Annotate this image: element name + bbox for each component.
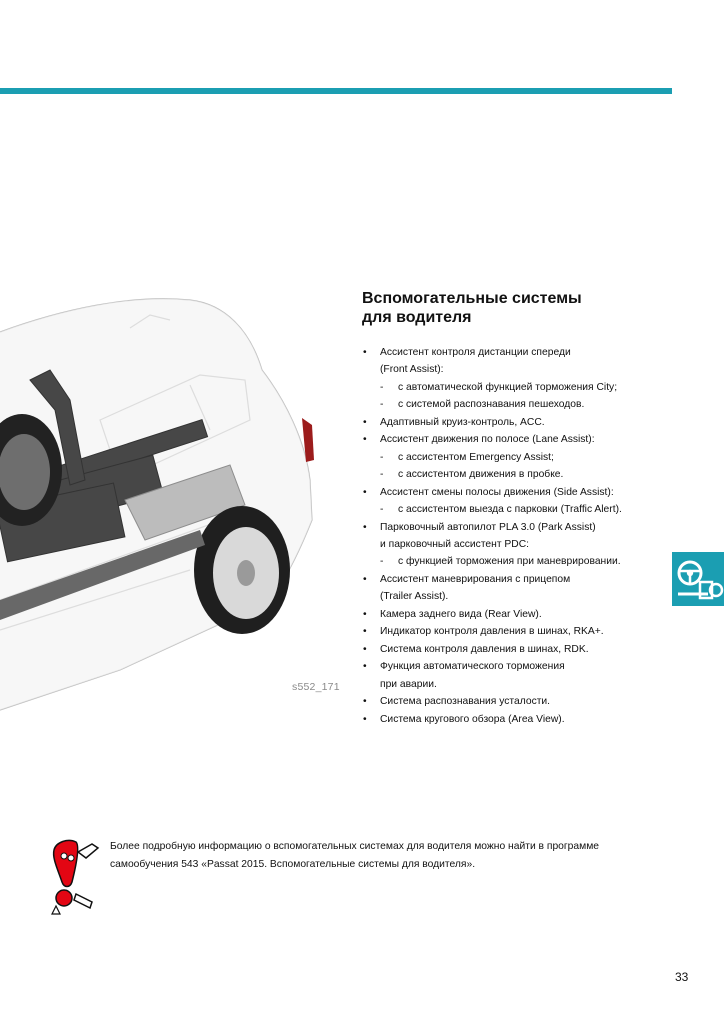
page-number: 33 [675,970,689,984]
list-item [362,641,662,658]
sub-list-item: - с ассистентом движения в пробке. [362,466,662,483]
note-text [110,838,670,874]
sub-list-item: - с ассистентом Emergency Assist; [362,449,662,466]
list-item-line: • Камера заднего вида (Rear View). [380,608,542,620]
list-item-line: • Индикатор контроля давления в шинах, RKA+. [380,626,604,638]
section-title-line-2: для водителя [362,309,472,326]
figure-code: s552_171 [292,681,340,693]
list-item [362,519,662,554]
sub-list-item: - с функцией торможения при маневрировании. [362,553,662,570]
list-item-line: • Система кругового обзора (Area View). [380,713,565,725]
list-item-line: • Система контроля давления в шинах, RDK. [380,643,589,655]
list-item-line: • Система распознавания усталости. [380,696,551,708]
list-item-line: • Ассистент движения по полосе (Lane Assist): [380,434,595,446]
list-item [362,484,662,501]
list-item [362,344,662,379]
vehicle-cutaway-illustration [0,270,345,750]
exclamation-mascot-icon [46,836,104,916]
list-item-line: (Front Assist): [380,364,444,376]
section-title-line-1: Вспомогательные системы [362,290,582,307]
list-item [362,658,662,693]
top-accent-rule [0,88,672,94]
note-line: самообучения 543 «Passat 2015. Вспомогательные системы для водителя». [110,859,476,870]
driver-steering-wheel-icon [672,552,724,606]
list-item-line: (Trailer Assist). [380,591,449,603]
list-item-line: и парковочный ассистент PDC: [380,538,530,550]
list-item-line: • Ассистент маневрирования с прицепом [380,573,571,585]
list-item [362,623,662,640]
list-item [362,606,662,623]
list-item [362,571,662,606]
list-item-line: • Ассистент смены полосы движения (Side Assist): [380,486,614,498]
list-item-line: при аварии. [380,678,437,690]
list-item [362,414,662,431]
chapter-side-tab[interactable] [672,552,724,606]
section-title [362,289,582,327]
sub-list-item: - с автоматической функцией торможения City; [362,379,662,396]
sub-list-item: - с системой распознавания пешеходов. [362,396,662,413]
list-item [362,693,662,710]
list-item [362,711,662,728]
list-item-line: • Ассистент контроля дистанции спереди [380,347,571,358]
assist-systems-list [362,344,662,728]
list-item [362,431,662,448]
list-item-line: • Адаптивный круиз-контроль, ACC. [380,416,545,428]
sub-list-item: - с ассистентом выезда с парковки (Traffic Alert). [362,501,662,518]
note-line: Более подробную информацию о вспомогательных системах для водителя можно найти в программе [110,841,600,852]
list-item-line: • Парковочный автопилот PLA 3.0 (Park Assist) [380,521,596,533]
list-item-line: • Функция автоматического торможения [380,661,565,673]
